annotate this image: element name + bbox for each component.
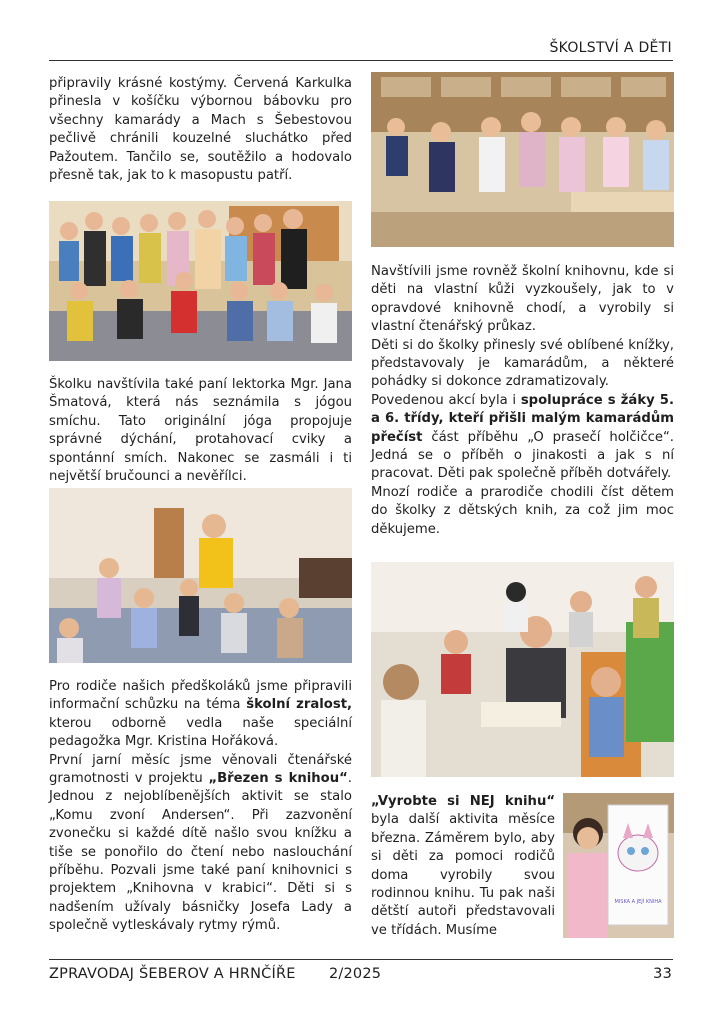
footer-divider (49, 959, 673, 960)
paragraph-school-readiness: Pro rodiče našich předškoláků jsme připravili informační schůzku na téma školní zralost, kterou odborně vedla naše speciální pedagožka Mgr. Kristina Hořáková. (49, 679, 353, 750)
header-divider (49, 60, 673, 61)
drawing-caption: MISKA A JEJÍ KNIHA (614, 899, 662, 905)
paragraph-library: Navštívili jsme rovněž školní knihovnu, kde si děti na vlastní kůži vyzkoušely, jak to v opravdové knihovně chodí, a vyrobily si vlastní čtenářský průkaz. (371, 264, 674, 335)
paragraph-cooperation: Povedenou akcí byla i spolupráce s žáky 5. a 6. třídy, kteří přišli malým kamarádům přečíst část příběhu „O prasečí holčičce“. Jedná se o příběh o jinakosti a jak s ní pracovat. Děti pak společně příběh dotvářely. (371, 392, 674, 482)
right-text-block-1 (371, 263, 674, 539)
photo-costumes (49, 201, 352, 361)
paragraph-favorite-books: Děti si do školky přinesly své oblíbené knížky, představovaly je kamarádům, a některé pohádky si dokonce zdramatizovaly. (371, 337, 674, 390)
left-text-block-3 (49, 678, 352, 936)
photo-reading-man (371, 562, 674, 777)
photo-reading-stairs (371, 72, 674, 247)
photo-girl-drawing (563, 793, 674, 938)
footer-publication: ZPRAVODAJ ŠEBEROV A HRNČÍŘE (49, 966, 296, 982)
bold-cooperation: spolupráce s žáky 5. a 6. třídy, kteří přišli malým kamarádům přečíst (371, 392, 674, 445)
bold-school-readiness: školní zralost, (246, 697, 353, 713)
bold-march-project: „Březen s knihou“ (208, 771, 348, 787)
right-text-block-2 (371, 793, 555, 940)
footer-issue: 2/2025 (329, 966, 382, 982)
page-number: 33 (653, 966, 672, 982)
paragraph-yoga: Školku navštívila také paní lektorka Mgr. Jana Šmatová, která nás seznámila s jógou smíchu. Tato originální jóga propojuje správné dýchání, protahovací cviky a spontánní smích. Nakonec se zasmáli i ti největší bručounci a nevěřílci. (49, 377, 352, 485)
left-text-block-1 (49, 75, 352, 185)
paragraph-parents-reading: Mnozí rodiče a prarodiče chodili číst dětem do školky z dětských knih, za což jim moc děkujeme. (371, 484, 674, 537)
section-header: ŠKOLSTVÍ A DĚTI (549, 40, 672, 56)
paragraph-nej-book: „Vyrobte si NEJ knihu“ byla další aktivita měsíce března. Záměrem bylo, aby si děti za pomoci rodičů doma vyrobily svou rodinnou knihu. Tu pak naši dětští autoři představovali ve třídách. Musíme (371, 794, 555, 938)
paragraph-masopust: připravily krásné kostýmy. Červená Karkulka přinesla v košíčku výbornou bábovku pro všechny kamarády a Mach s Šebestovou pečlivě chránili kouzelné sluchátko před Pažoutem. Tančilo se, soutěžilo a hodovalo přesně tak, jak to k masopustu patří. (49, 76, 352, 184)
bold-nej-book: „Vyrobte si NEJ knihu“ (371, 794, 555, 809)
paragraph-march-books: První jarní měsíc jsme věnovali čtenářské gramotnosti v projektu „Březen s knihou“. Jednou z nejoblíbenějších aktivit se stalo „Komu zvoní Andersen“. Při zazvonění zvonečku si každé dítě našlo svou knížku a tiše se ponořilo do čtení nebo naslouchání příběhu. Pozvali jsme také paní knihovnici s projektem „Knihovna v krabici“. Děti si s nadšením užívaly básničky Josefa Lady a společně vytleskávaly rytmy rýmů. (49, 752, 352, 934)
left-text-block-2 (49, 376, 352, 486)
photo-yoga (49, 488, 352, 663)
